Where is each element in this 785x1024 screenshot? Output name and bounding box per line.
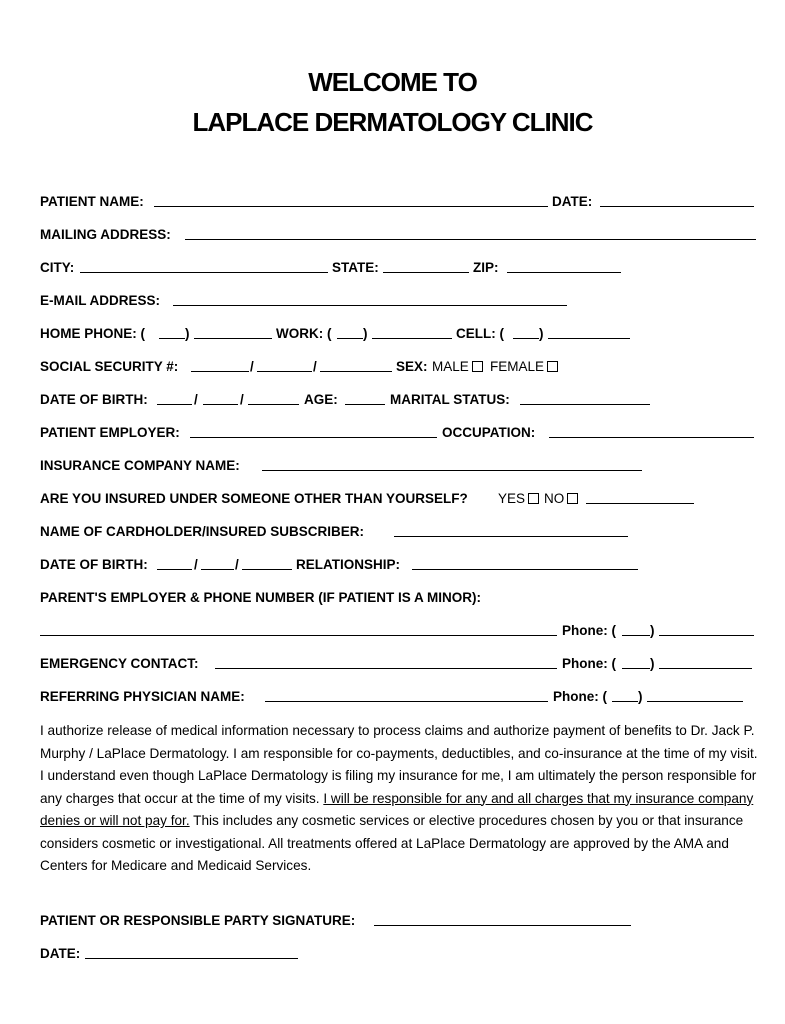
patient-employer-label: PATIENT EMPLOYER: <box>40 425 180 440</box>
yes-label: YES <box>498 491 526 506</box>
parents-employer-label: PARENT'S EMPLOYER & PHONE NUMBER (IF PATIENT IS A MINOR): <box>40 590 481 605</box>
ssn-slash-1: / <box>250 359 254 374</box>
insured-other-field[interactable] <box>586 503 694 504</box>
emergency-contact-field[interactable] <box>215 668 557 669</box>
ssn-part2-field[interactable] <box>257 371 312 372</box>
work-phone-area-field[interactable] <box>337 338 363 339</box>
parents-employer-field[interactable] <box>40 635 557 636</box>
home-phone-label: HOME PHONE: ( <box>40 326 146 341</box>
city-state-zip-row <box>40 258 756 278</box>
emergency-phone-paren: ) <box>650 656 655 671</box>
cell-phone-area-field[interactable] <box>513 338 539 339</box>
age-field[interactable] <box>345 404 385 405</box>
patient-name-label: PATIENT NAME: <box>40 194 144 209</box>
work-phone-label: WORK: ( <box>276 326 332 341</box>
cell-phone-field[interactable] <box>548 338 630 339</box>
relationship-field[interactable] <box>412 569 638 570</box>
sex-label: SEX: <box>396 359 428 374</box>
dob-slash-2: / <box>240 392 244 407</box>
authorization-text-1: I authorize release of medical information necessary to process claims and authorize payment of benefits to Dr. Jack P. Murphy / LaPlace Dermatology. I am responsible for co-payments, deductibles, and co-insurance at the time of my visit. I understand even though LaPlace Dermatology is filing my insurance for me, I am ultimately the person responsible for any charges that occur at the time of my visits. <box>40 723 758 806</box>
occupation-label: OCCUPATION: <box>442 425 536 440</box>
referring-physician-row <box>40 687 756 707</box>
ssn-sex-row <box>40 357 756 377</box>
zip-field[interactable] <box>507 272 621 273</box>
ssn-part1-field[interactable] <box>191 371 249 372</box>
patient-employer-field[interactable] <box>190 437 437 438</box>
sex-male-option[interactable] <box>432 357 483 377</box>
clinic-title-line2: LAPLACE DERMATOLOGY CLINIC <box>192 107 593 137</box>
email-field[interactable] <box>173 305 567 306</box>
insured-other-row <box>40 489 756 509</box>
cardholder-field[interactable] <box>394 536 628 537</box>
age-label: AGE: <box>304 392 338 407</box>
insurance-company-row <box>40 456 756 476</box>
emergency-phone-area-field[interactable] <box>622 668 650 669</box>
emergency-contact-label: EMERGENCY CONTACT: <box>40 656 199 671</box>
dob-slash-1: / <box>194 392 198 407</box>
cell-phone-paren: ) <box>539 326 544 341</box>
marital-status-label: MARITAL STATUS: <box>390 392 510 407</box>
ssn-label: SOCIAL SECURITY #: <box>40 359 179 374</box>
dob-year-field[interactable] <box>248 404 299 405</box>
dob-age-row <box>40 390 756 410</box>
insurance-company-label: INSURANCE COMPANY NAME: <box>40 458 240 473</box>
referring-physician-label: REFERRING PHYSICIAN NAME: <box>40 689 245 704</box>
no-label: NO <box>544 491 565 506</box>
mailing-address-label: MAILING ADDRESS: <box>40 227 171 242</box>
city-field[interactable] <box>80 272 328 273</box>
parents-employer-line-row <box>40 621 756 641</box>
employer-row <box>40 423 756 443</box>
signature-date-row <box>40 944 756 964</box>
mailing-address-row <box>40 225 756 245</box>
parents-phone-field[interactable] <box>659 635 754 636</box>
emergency-phone-field[interactable] <box>659 668 752 669</box>
work-phone-paren: ) <box>363 326 368 341</box>
male-label: MALE <box>432 359 469 374</box>
dob-day-field[interactable] <box>203 404 238 405</box>
work-phone-field[interactable] <box>372 338 452 339</box>
email-row <box>40 291 756 311</box>
insured-no-option[interactable] <box>544 489 578 509</box>
authorization-underlined-text: I will be responsible for any and all charges that my insurance company denies or will not pay for. <box>40 790 754 828</box>
insured-other-label: ARE YOU INSURED UNDER SOMEONE OTHER THAN YOURSELF? <box>40 491 468 506</box>
female-checkbox[interactable] <box>547 361 558 372</box>
home-phone-paren: ) <box>185 326 190 341</box>
signature-label: PATIENT OR RESPONSIBLE PARTY SIGNATURE: <box>40 913 356 928</box>
email-label: E-MAIL ADDRESS: <box>40 293 161 308</box>
cardholder-dob-month-field[interactable] <box>157 569 192 570</box>
mailing-address-field[interactable] <box>185 239 756 240</box>
state-field[interactable] <box>383 272 469 273</box>
phone-row <box>40 324 756 344</box>
parents-employer-label-row <box>40 588 756 608</box>
date-label: DATE: <box>552 194 593 209</box>
parents-phone-area-field[interactable] <box>622 635 650 636</box>
occupation-field[interactable] <box>549 437 754 438</box>
referring-phone-area-field[interactable] <box>612 701 638 702</box>
female-label: FEMALE <box>490 359 545 374</box>
emergency-contact-row <box>40 654 756 674</box>
authorization-text-2: This includes any cosmetic services or elective procedures chosen by you or that insurance considers cosmetic or investigational. All treatments offered at LaPlace Dermatology are approved by the AMA and Centers for Medicare and Medicaid Services. <box>40 813 744 873</box>
patient-name-field[interactable] <box>154 206 548 207</box>
ssn-slash-2: / <box>313 359 317 374</box>
parents-phone-paren: ) <box>650 623 655 638</box>
dob-month-field[interactable] <box>157 404 192 405</box>
date-field[interactable] <box>600 206 754 207</box>
signature-date-label: DATE: <box>40 946 81 961</box>
signature-date-field[interactable] <box>85 958 298 959</box>
relationship-label: RELATIONSHIP: <box>296 557 400 572</box>
cardholder-label: NAME OF CARDHOLDER/INSURED SUBSCRIBER: <box>40 524 365 539</box>
home-phone-area-field[interactable] <box>159 338 185 339</box>
parents-phone-label: Phone: ( <box>562 623 616 638</box>
referring-phone-field[interactable] <box>647 701 743 702</box>
zip-label: ZIP: <box>473 260 499 275</box>
sex-female-option[interactable] <box>490 357 558 377</box>
cell-phone-label: CELL: ( <box>456 326 504 341</box>
clinic-title-line1: WELCOME TO <box>308 67 477 97</box>
male-checkbox[interactable] <box>472 361 483 372</box>
referring-phone-paren: ) <box>638 689 643 704</box>
cardholder-row <box>40 522 756 542</box>
home-phone-field[interactable] <box>194 338 272 339</box>
cardholder-dob-label: DATE OF BIRTH: <box>40 557 148 572</box>
patient-name-row <box>40 192 756 212</box>
emergency-phone-label: Phone: ( <box>562 656 616 671</box>
referring-physician-field[interactable] <box>265 701 548 702</box>
cardholder-dob-day-field[interactable] <box>201 569 234 570</box>
marital-status-field[interactable] <box>520 404 650 405</box>
no-checkbox[interactable] <box>567 493 578 504</box>
cardholder-dob-slash-1: / <box>194 557 198 572</box>
cardholder-dob-year-field[interactable] <box>242 569 292 570</box>
ssn-part3-field[interactable] <box>320 371 392 372</box>
signature-row <box>40 911 756 931</box>
cardholder-dob-slash-2: / <box>235 557 239 572</box>
insured-yes-option[interactable] <box>498 489 539 509</box>
state-label: STATE: <box>332 260 379 275</box>
city-label: CITY: <box>40 260 75 275</box>
yes-checkbox[interactable] <box>528 493 539 504</box>
referring-phone-label: Phone: ( <box>553 689 607 704</box>
signature-field[interactable] <box>374 925 631 926</box>
insurance-company-field[interactable] <box>262 470 642 471</box>
dob-label: DATE OF BIRTH: <box>40 392 148 407</box>
cardholder-dob-row <box>40 555 756 575</box>
authorization-paragraph <box>40 720 760 878</box>
